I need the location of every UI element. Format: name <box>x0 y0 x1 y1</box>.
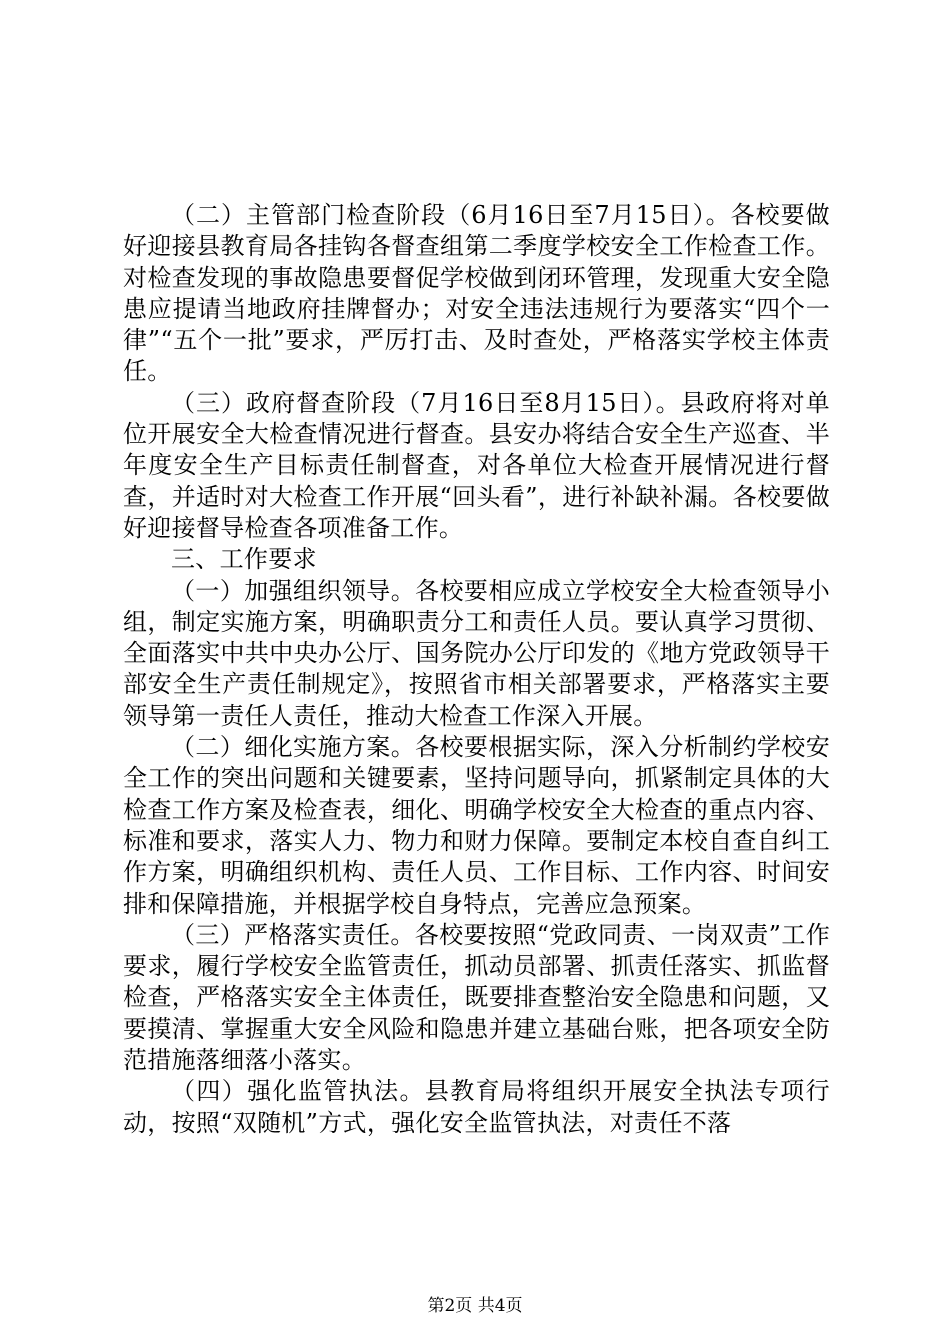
section-heading-work-requirements: 三、工作要求 <box>171 545 317 574</box>
paragraph-requirement-1: （一）加强组织领导。各校要相应成立学校安全大检查领导小组，制定实施方案，明确职责分工和责任人员。要认真学习贯彻、全面落实中共中央办公厅、国务院办公厅印发的《地方党政领导干部安全生产责任制规定》，按照省市相关部署要求，严格落实主要领导第一责任人责任，推动大检查工作深入开展。 <box>123 576 830 730</box>
paragraph-requirement-4: （四）强化监管执法。县教育局将组织开展安全执法专项行动，按照“双随机”方式，强化安全监管执法，对责任不落 <box>123 1077 830 1137</box>
paragraph-requirement-3: （三）严格落实责任。各校要按照“党政同责、一岗双责”工作要求，履行学校安全监管责任，抓动员部署、抓责任落实、抓监督检查，严格落实安全主体责任，既要排查整治安全隐患和问题，又要摸清、掌握重大安全风险和隐患并建立基础台账，把各项安全防范措施落细落小落实。 <box>123 920 830 1075</box>
paragraph-inspection-stage-2: （二）主管部门检查阶段（6月16日至7月15日）。各校要做好迎接县教育局各挂钩各督查组第二季度学校安全工作检查工作。对检查发现的事故隐患要督促学校做到闭环管理，发现重大安全隐患应提请当地政府挂牌督办；对安全违法违规行为要落实“四个一律”“五个一批”要求，严厉打击、及时查处，严格落实学校主体责任。 <box>123 201 830 386</box>
document-body <box>123 200 830 1139</box>
page-number-label: 第2页 共4页 <box>427 1296 523 1316</box>
page-footer <box>0 1296 950 1316</box>
paragraph-requirement-2: （二）细化实施方案。各校要根据实际，深入分析制约学校安全工作的突出问题和关键要素，坚持问题导向，抓紧制定具体的大检查工作方案及检查表，细化、明确学校安全大检查的重点内容、标准和要求，落实人力、物力和财力保障。要制定本校自查自纠工作方案，明确组织机构、责任人员、工作目标、工作内容、时间安排和保障措施，并根据学校自身特点，完善应急预案。 <box>123 733 830 918</box>
paragraph-inspection-stage-3: （三）政府督查阶段（7月16日至8月15日）。县政府将对单位开展安全大检查情况进行督查。县安办将结合安全生产巡查、半年度安全生产目标责任制督查，对各单位大检查开展情况进行督查，并适时对大检查工作开展“回头看”，进行补缺补漏。各校要做好迎接督导检查各项准备工作。 <box>123 388 830 542</box>
